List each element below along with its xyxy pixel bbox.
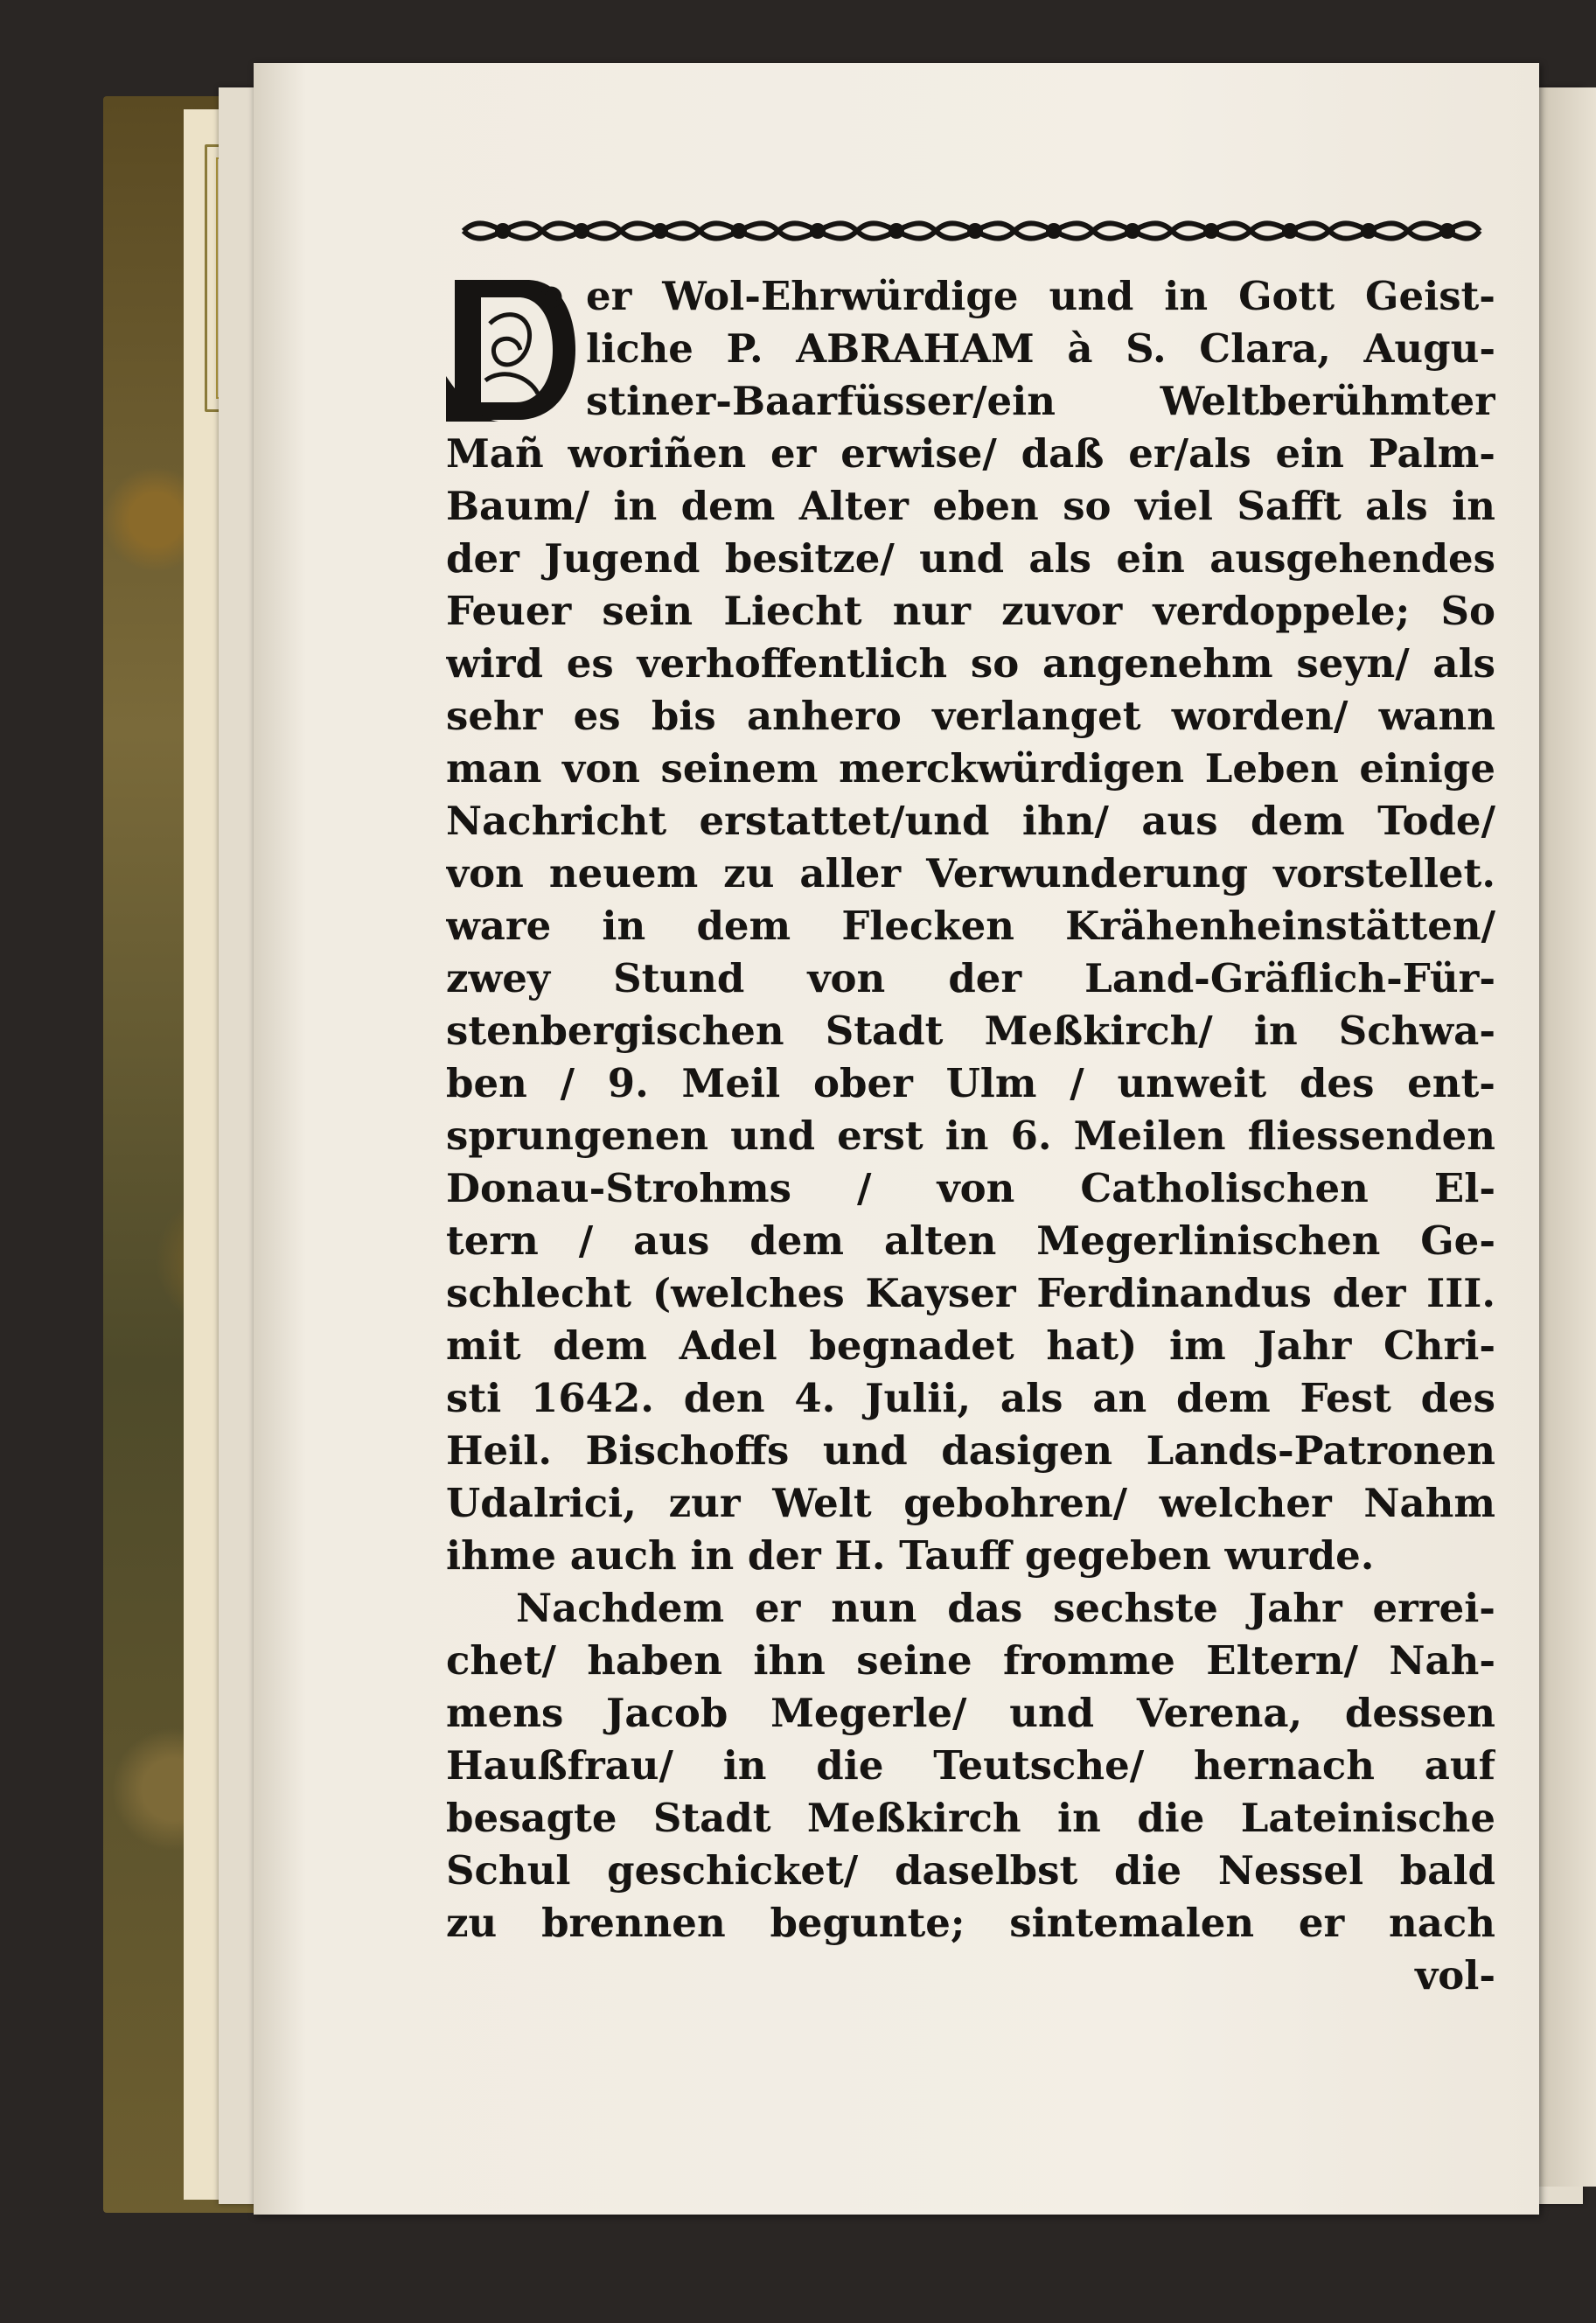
catchword: vol- xyxy=(1415,1952,1495,1999)
text-line: Baum/ in dem Alter eben so viel Safft als in xyxy=(446,483,1495,529)
text-line: Schul geschicket/ daselbst die Nessel bald xyxy=(446,1847,1495,1894)
text-line: zu brennen begunte; sintemalen er nach xyxy=(446,1900,1495,1946)
text-line: stenbergischen Stadt Meßkirch/ in Schwa- xyxy=(446,1008,1495,1054)
text-line: man von seinem merckwürdigen Leben einige xyxy=(446,745,1495,792)
text-line: von neuem zu aller Verwunderung vorstellet. xyxy=(446,850,1495,896)
text-line: Udalrici, zur Welt gebohren/ welcher Nahm xyxy=(446,1480,1495,1526)
text-line: mit dem Adel begnadet hat) im Jahr Chri- xyxy=(446,1322,1495,1369)
text-line: ben / 9. Meil ober Ulm / unweit des ent- xyxy=(446,1060,1495,1106)
text-line: Nachricht erstattet/und ihn/ aus dem Tode/ xyxy=(446,798,1495,844)
header-ornament-band xyxy=(455,199,1487,262)
text-line: ihme auch in der H. Tauff gegeben wurde. xyxy=(446,1532,1375,1579)
text-line: mens Jacob Megerle/ und Verena, dessen xyxy=(446,1690,1495,1736)
text-line: der Jugend besitze/ und als ein ausgehendes xyxy=(446,535,1495,582)
text-line: sti 1642. den 4. Julii, als an dem Fest des xyxy=(446,1375,1495,1421)
text-line: sehr es bis anhero verlanget worden/ wann xyxy=(446,693,1495,739)
text-line: tern / aus dem alten Megerlinischen Ge- xyxy=(446,1217,1495,1264)
body-text xyxy=(446,271,1495,2169)
text-line: Feuer sein Liecht nur zuvor verdoppele; So xyxy=(446,588,1495,634)
facing-page-edge xyxy=(1539,87,1596,2187)
text-line: er Wol-Ehrwürdige und in Gott Geist- xyxy=(586,273,1495,319)
text-line: sprungenen und erst in 6. Meilen fliessenden xyxy=(446,1113,1495,1159)
text-line: Mañ woriñen er erwise/ daß er/als ein Palm- xyxy=(446,430,1495,477)
text-line: zwey Stund von der Land-Gräflich-Für- xyxy=(446,955,1495,1001)
text-line: ware in dem Flecken Krähenheinstätten/ xyxy=(446,903,1495,949)
text-line: schlecht (welches Kayser Ferdinandus der III. xyxy=(446,1270,1495,1316)
text-line: Heil. Bischoffs und dasigen Lands-Patronen xyxy=(446,1427,1495,1474)
text-line: Haußfrau/ in die Teutsche/ hernach auf xyxy=(446,1742,1495,1789)
text-line: wird es verhoffentlich so angenehm seyn/ als xyxy=(446,640,1495,687)
text-line: Donau-Strohms / von Catholischen El- xyxy=(446,1165,1495,1211)
text-line: chet/ haben ihn seine fromme Eltern/ Nah- xyxy=(446,1637,1495,1684)
text-line: besagte Stadt Meßkirch in die Lateinische xyxy=(446,1795,1495,1841)
text-line: liche P. ABRAHAM à S. Clara, Augu- xyxy=(586,325,1495,372)
text-line: Nachdem er nun das sechste Jahr errei- xyxy=(516,1585,1495,1631)
text-line: stiner-Baarfüsser/ein Weltberühmter xyxy=(586,378,1495,424)
